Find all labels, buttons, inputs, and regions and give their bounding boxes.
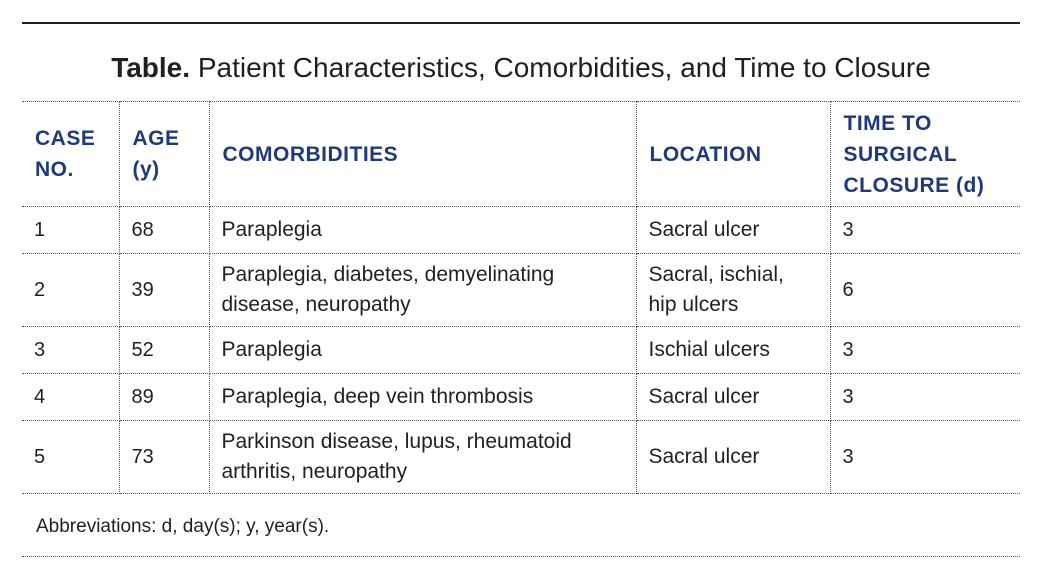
cell-time: 3 <box>830 327 1020 374</box>
header-comorbidities: COMORBIDITIES <box>209 102 636 207</box>
header-case-no: CASE NO. <box>22 102 119 207</box>
table-title <box>22 51 1020 91</box>
top-rule <box>22 22 1020 24</box>
cell-comorbidities: Paraplegia <box>209 207 636 254</box>
table-row <box>22 327 1020 374</box>
cell-case: 3 <box>22 327 119 374</box>
header-row <box>22 102 1020 207</box>
table-title-label: Table. <box>111 52 191 83</box>
table-row <box>22 421 1020 494</box>
cell-location: Sacral ulcer <box>636 207 830 254</box>
cell-comorbidities: Paraplegia, deep vein thrombosis <box>209 374 636 421</box>
header-location: LOCATION <box>636 102 830 207</box>
cell-time: 6 <box>830 254 1020 327</box>
cell-comorbidities: Paraplegia, diabetes, demyelinating disease, neuropathy <box>209 254 636 327</box>
table-row <box>22 374 1020 421</box>
table-row <box>22 207 1020 254</box>
cell-comorbidities: Paraplegia <box>209 327 636 374</box>
cell-time: 3 <box>830 421 1020 494</box>
cell-case: 5 <box>22 421 119 494</box>
table-title-text: Patient Characteristics, Comorbidities, and Time to Closure <box>197 52 931 83</box>
cell-location: Sacral, ischial, hip ulcers <box>636 254 830 327</box>
table-row <box>22 254 1020 327</box>
cell-time: 3 <box>830 374 1020 421</box>
cell-age: 52 <box>119 327 209 374</box>
cell-age: 89 <box>119 374 209 421</box>
cell-comorbidities: Parkinson disease, lupus, rheumatoid arthritis, neuropathy <box>209 421 636 494</box>
cell-age: 73 <box>119 421 209 494</box>
cell-case: 1 <box>22 207 119 254</box>
cell-location: Sacral ulcer <box>636 421 830 494</box>
cell-location: Sacral ulcer <box>636 374 830 421</box>
cell-age: 39 <box>119 254 209 327</box>
cell-time: 3 <box>830 207 1020 254</box>
cell-location: Ischial ulcers <box>636 327 830 374</box>
cell-case: 4 <box>22 374 119 421</box>
table-footnote: Abbreviations: d, day(s); y, year(s). <box>22 494 1020 557</box>
patient-table <box>22 101 1020 494</box>
table-figure <box>22 22 1020 557</box>
cell-case: 2 <box>22 254 119 327</box>
header-age: AGE (y) <box>119 102 209 207</box>
header-time-to-closure: TIME TO SURGICAL CLOSURE (d) <box>830 102 1020 207</box>
cell-age: 68 <box>119 207 209 254</box>
